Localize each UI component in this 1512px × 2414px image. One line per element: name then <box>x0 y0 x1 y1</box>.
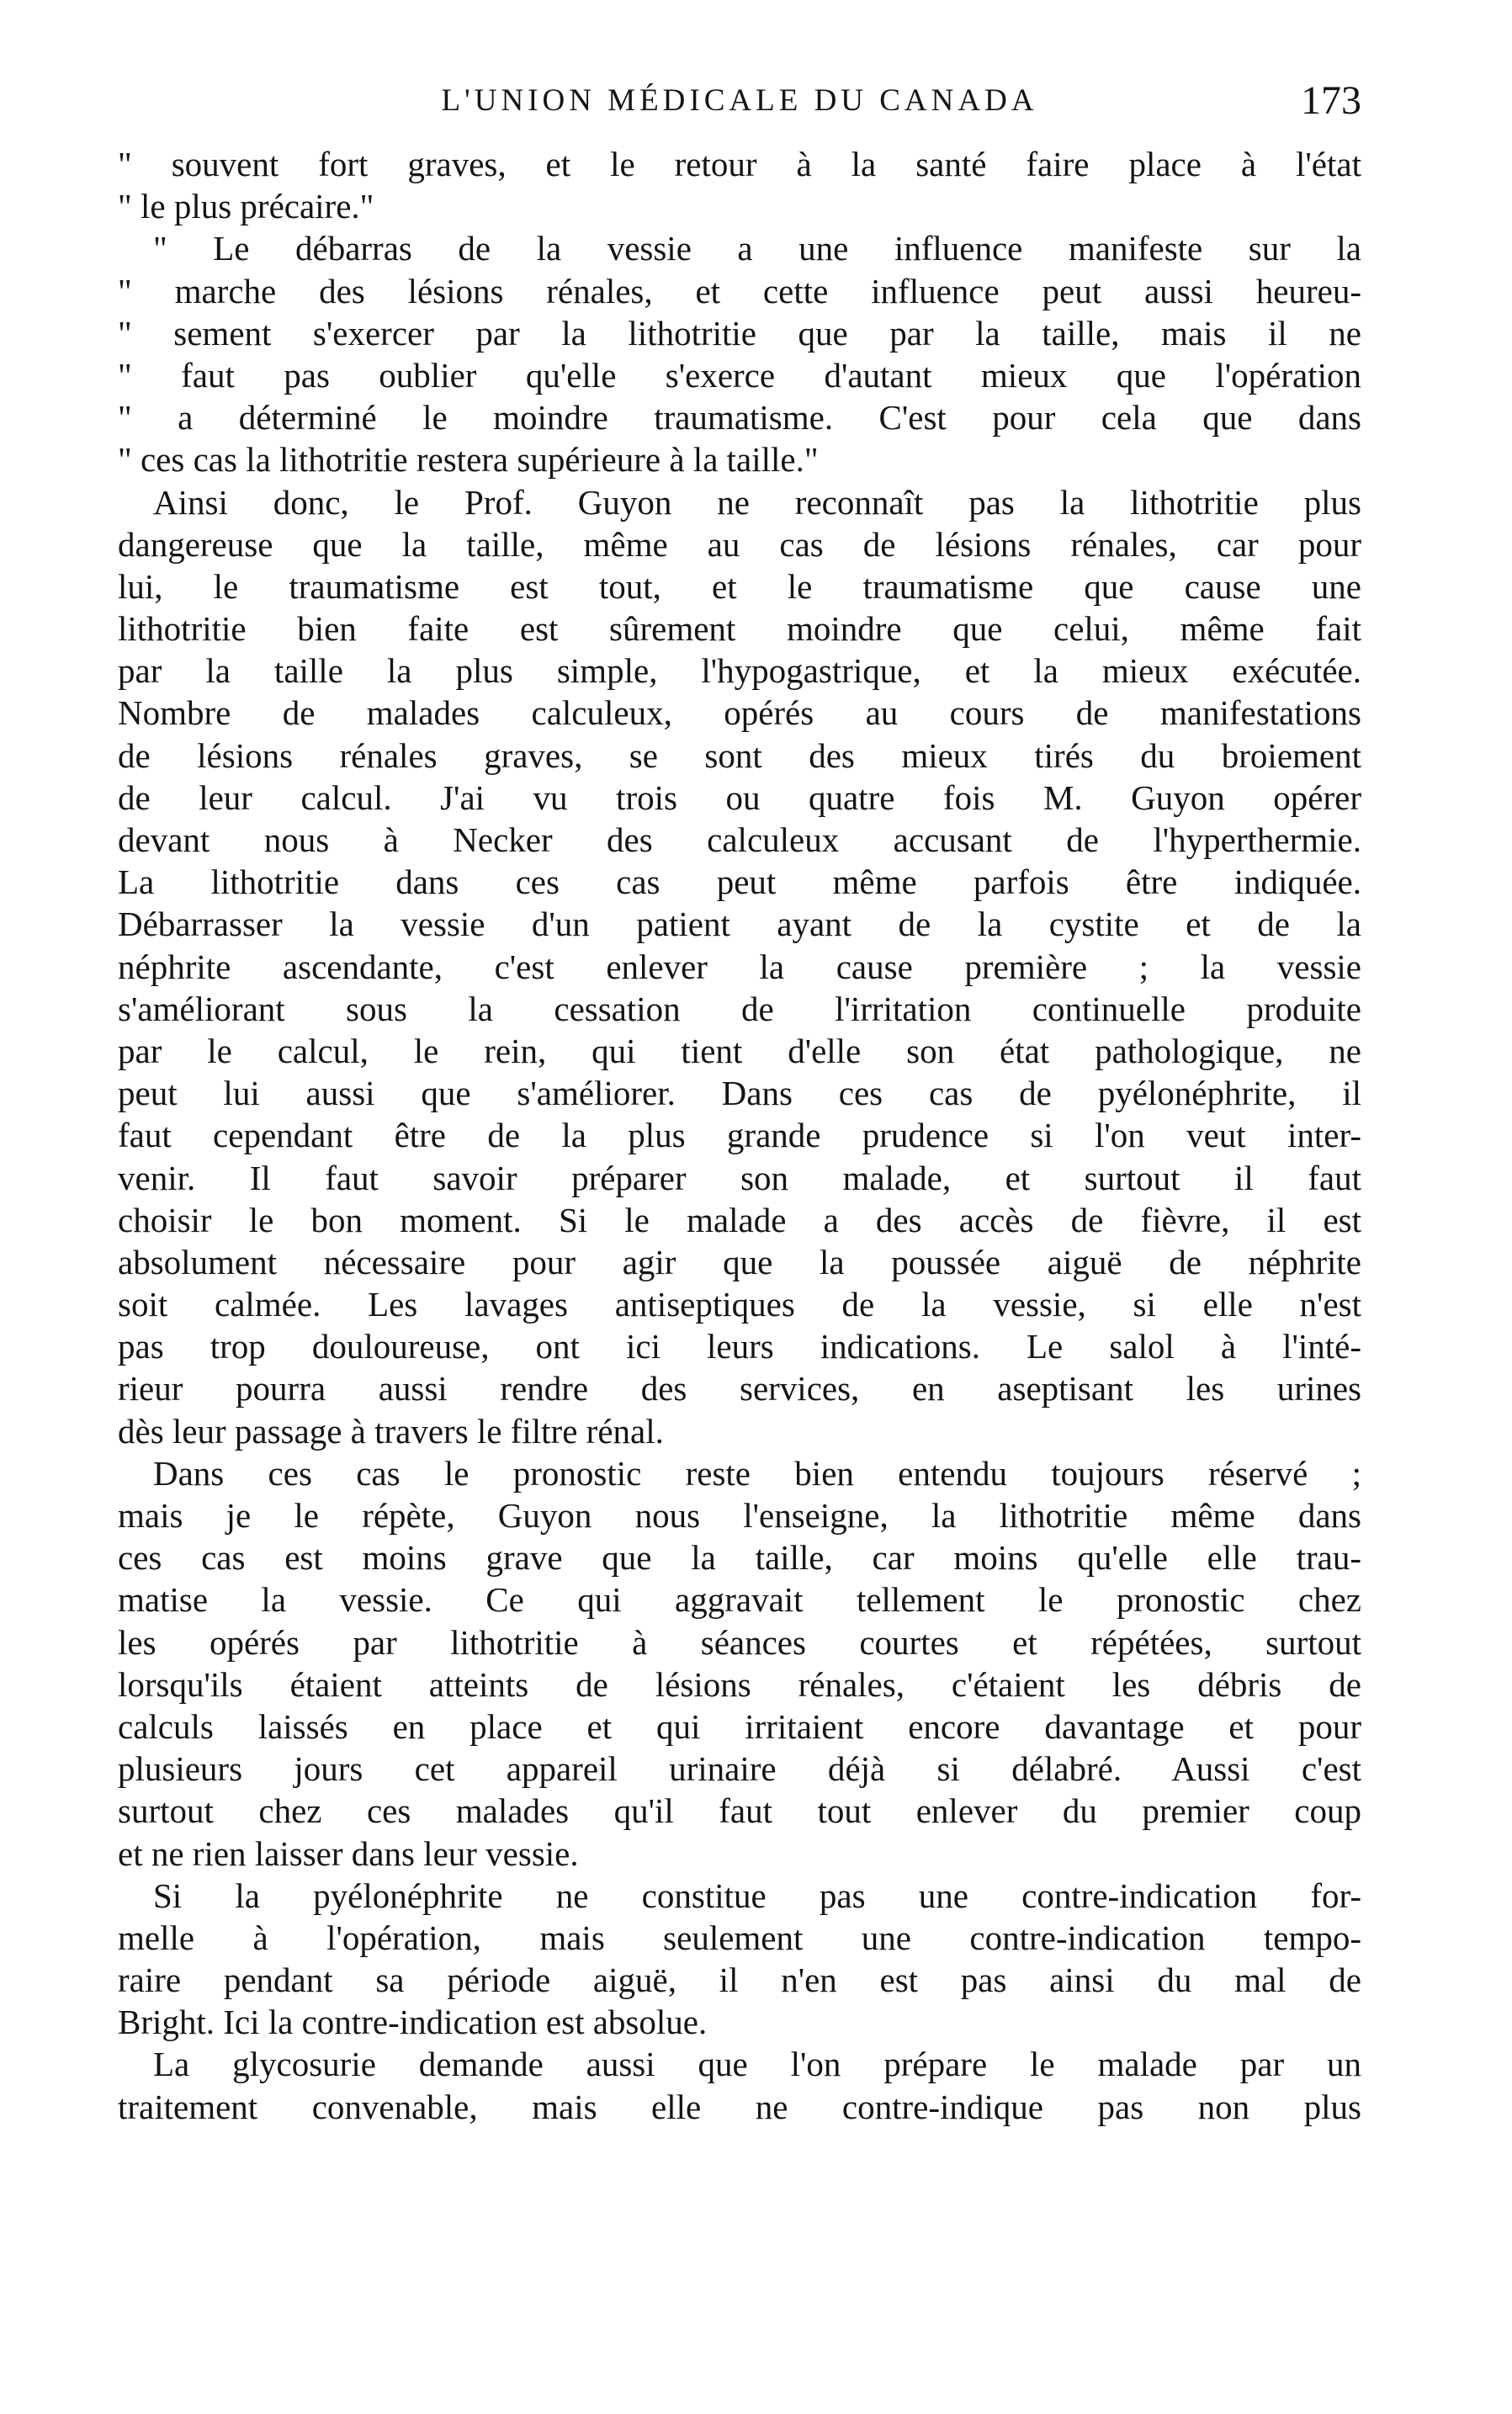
text-line: La glycosurie demande aussi que l'on prépare le malade par un <box>153 2045 1361 2084</box>
text-line: plusieurs jours cet appareil urinaire déjà si délabré. Aussi c'est <box>118 1749 1361 1789</box>
text-line: faut cependant être de la plus grande prudence si l'on veut inter- <box>118 1116 1361 1155</box>
page-number: 173 <box>1301 78 1361 123</box>
text-line: s'améliorant sous la cessation de l'irritation continuelle produite <box>118 989 1361 1028</box>
text-line: choisir le bon moment. Si le malade a des accès de fièvre, il est <box>118 1200 1361 1239</box>
text-line: mais je le répète, Guyon nous l'enseigne, la lithotritie même dans <box>118 1496 1361 1535</box>
text-line: melle à l'opération, mais seulement une contre-indication tempo- <box>118 1918 1361 1957</box>
text-line: dangereuse que la taille, même au cas de lésions rénales, car pour <box>118 524 1361 564</box>
running-head: L'UNION MÉDICALE DU CANADA <box>441 83 1038 118</box>
text-line: devant nous à Necker des calculeux accusant de l'hyperthermie. <box>118 820 1361 859</box>
text-line: ces cas est moins grave que la taille, car moins qu'elle elle trau- <box>118 1538 1361 1578</box>
text-line: lithotritie bien faite est sûrement moindre que celui, même fait <box>118 609 1361 649</box>
text-line: Dans ces cas le pronostic reste bien entendu toujours réservé ; <box>153 1453 1361 1493</box>
text-line: " le plus précaire." <box>118 187 374 226</box>
text-line: " ces cas la lithotritie restera supérieure à la taille." <box>118 440 819 480</box>
text-line: de lésions rénales graves, se sont des mieux tirés du broiement <box>118 735 1361 775</box>
text-line: surtout chez ces malades qu'il faut tout enlever du premier coup <box>118 1791 1361 1831</box>
text-line: Si la pyélonéphrite ne constitue pas une contre-indication for- <box>153 1875 1361 1915</box>
text-line: pas trop douloureuse, ont ici leurs indications. Le salol à l'inté- <box>118 1327 1361 1366</box>
text-line: Nombre de malades calculeux, opérés au cours de manifestations <box>118 693 1361 733</box>
text-line: venir. Il faut savoir préparer son malade, et surtout il faut <box>118 1158 1361 1197</box>
text-line: soit calmée. Les lavages antiseptiques de la vessie, si elle n'est <box>118 1285 1361 1324</box>
text-line: " sement s'exercer par la lithotritie que par la taille, mais il ne <box>118 313 1361 353</box>
text-line: lui, le traumatisme est tout, et le traumatisme que cause une <box>118 566 1361 606</box>
text-line: Ainsi donc, le Prof. Guyon ne reconnaît pas la lithotritie plus <box>153 482 1361 522</box>
text-line: calculs laissés en place et qui irritaient encore davantage et pour <box>118 1706 1361 1746</box>
text-line: " faut pas oublier qu'elle s'exerce d'autant mieux que l'opération <box>118 355 1361 395</box>
body-text <box>118 143 1361 2128</box>
text-line: " marche des lésions rénales, et cette influence peut aussi heureu- <box>118 271 1361 310</box>
text-line: les opérés par lithotritie à séances courtes et répétées, surtout <box>118 1622 1361 1662</box>
text-line: lorsqu'ils étaient atteints de lésions rénales, c'étaient les débris de <box>118 1664 1361 1704</box>
text-line: traitement convenable, mais elle ne contre-indique pas non plus <box>118 2087 1361 2126</box>
text-line: rieur pourra aussi rendre des services, en aseptisant les urines <box>118 1369 1361 1409</box>
text-line: " souvent fort graves, et le retour à la santé faire place à l'état <box>118 145 1361 183</box>
text-line: de leur calcul. J'ai vu trois ou quatre fois M. Guyon opérer <box>118 777 1361 817</box>
text-line: peut lui aussi que s'améliorer. Dans ces cas de pyélonéphrite, il <box>118 1074 1361 1113</box>
text-line: absolument nécessaire pour agir que la poussée aiguë de néphrite <box>118 1242 1361 1281</box>
text-line: La lithotritie dans ces cas peut même parfois être indiquée. <box>118 862 1361 902</box>
text-line: par le calcul, le rein, qui tient d'elle son état pathologique, ne <box>118 1031 1361 1070</box>
text-line: Bright. Ici la contre-indication est absolue. <box>118 2003 708 2042</box>
text-line: dès leur passage à travers le filtre rénal. <box>118 1411 664 1451</box>
text-line: matise la vessie. Ce qui aggravait tellement le pronostic chez <box>118 1580 1361 1620</box>
text-line: néphrite ascendante, c'est enlever la cause première ; la vessie <box>118 947 1361 986</box>
text-line: " a déterminé le moindre traumatisme. C'est pour cela que dans <box>118 398 1361 438</box>
text-line: raire pendant sa période aiguë, il n'en est pas ainsi du mal de <box>118 1960 1361 2000</box>
text-line: et ne rien laisser dans leur vessie. <box>118 1833 579 1873</box>
text-line: " Le débarras de la vessie a une influence manifeste sur la <box>153 229 1361 268</box>
text-line: Débarrasser la vessie d'un patient ayant de la cystite et de la <box>118 905 1361 944</box>
page-header <box>118 77 1361 128</box>
text-line: par la taille la plus simple, l'hypogastrique, et la mieux exécutée. <box>118 651 1361 691</box>
